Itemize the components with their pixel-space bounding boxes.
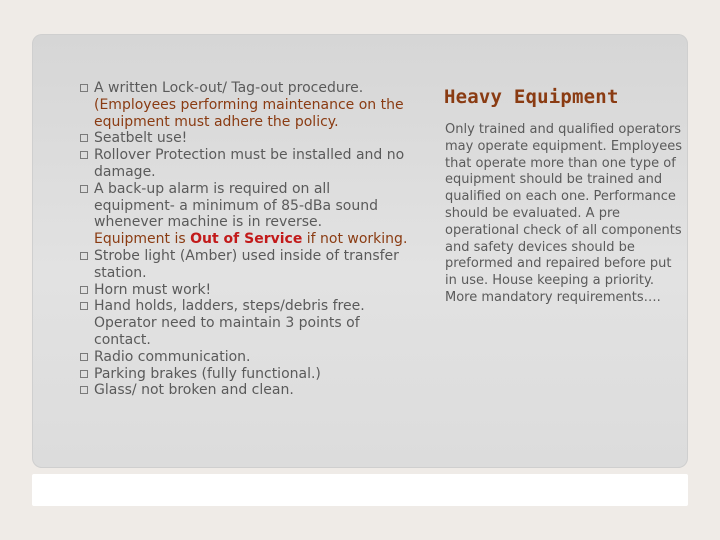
bullet-box-icon <box>80 84 88 92</box>
bullet-box-icon <box>80 185 88 193</box>
bullet-box-icon <box>80 370 88 378</box>
bullet-box-icon <box>80 302 88 310</box>
list-item <box>80 298 410 348</box>
list-item-text: Strobe light (Amber) used inside of transfer station. <box>94 247 399 281</box>
footer-strip <box>32 474 688 506</box>
list-item-text: Parking brakes (fully functional.) <box>94 365 321 382</box>
list-item <box>80 366 410 383</box>
list-item <box>80 248 410 282</box>
list-item-text: A back-up alarm is required on all equipment- a minimum of 85-dBa sound whenever machine is in reverse. <box>94 180 379 231</box>
list-item-subtext <box>94 231 410 248</box>
out-of-service-label: Out of Service <box>190 231 303 248</box>
slide-title: Heavy Equipment <box>444 86 619 108</box>
list-item-text: Seatbelt use! <box>94 130 188 147</box>
bullet-box-icon <box>80 134 88 142</box>
list-item <box>80 130 410 147</box>
bullet-box-icon <box>80 252 88 260</box>
list-item-subtext: (Employees performing maintenance on the equipment must adhere the policy. <box>94 96 404 130</box>
bullet-box-icon <box>80 286 88 294</box>
list-item <box>80 282 410 299</box>
list-item <box>80 147 410 181</box>
bullet-box-icon <box>80 353 88 361</box>
bullet-box-icon <box>80 386 88 394</box>
requirements-list <box>80 80 410 399</box>
list-item-text: Rollover Protection must be installed and no damage. <box>94 147 405 180</box>
list-item <box>80 349 410 366</box>
list-item-subtext: Operator need to maintain 3 points of contact. <box>94 315 360 348</box>
list-item-text: Glass/ not broken and clean. <box>94 382 294 399</box>
slide-body-text: Only trained and qualified operators may operate equipment. Employees that operate more than one type of equipment should be trained and qualified on each one. Performance should be evaluated. A pre operational check of all components and safety devices should be preformed and repaired before put in use. House keeping a priority. More mandatory requirements…. <box>445 122 682 305</box>
list-item-text: Horn must work! <box>94 281 212 298</box>
list-item-text: A written Lock-out/ Tag-out procedure. <box>94 80 364 96</box>
list-item-text: Hand holds, ladders, steps/debris free. <box>94 298 365 315</box>
list-item <box>80 80 410 130</box>
out-of-service-suffix: if not working. <box>302 231 408 248</box>
bullet-box-icon <box>80 151 88 159</box>
list-item-text: Radio communication. <box>94 348 251 365</box>
list-item <box>80 181 410 248</box>
list-item <box>80 382 410 399</box>
out-of-service-prefix: Equipment is <box>94 231 191 248</box>
